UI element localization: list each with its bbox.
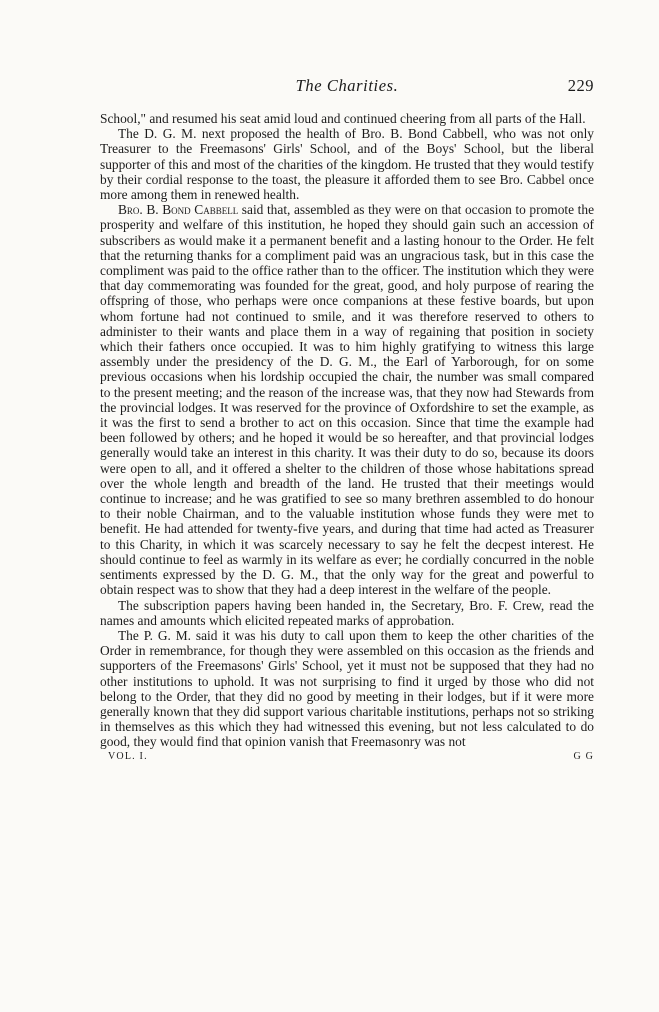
paragraph-2: The D. G. M. next proposed the health of Bro. B. Bond Cabbell, who was not only Treasurer to the Freemasons' Girls' School, and of the Boys' School, but the liberal supporter of this and most of the charities of the kingdom. He trusted that they would testify by their cordial response to the toast, the pleasure it afforded them to see Bro. Cabbel once more among them in renewed health. [100, 126, 594, 203]
paragraph-4: The subscription papers having been handed in, the Secretary, Bro. F. Crew, read the names and amounts which elicited repeated marks of approbation. [100, 597, 594, 628]
paragraph-3 [100, 202, 594, 597]
page-number: 229 [567, 76, 594, 95]
speaker-name: Bro. B. Bond Cabbell [118, 202, 239, 218]
page-footer [100, 751, 594, 765]
signature-mark: G G [573, 750, 594, 762]
page-body [100, 111, 594, 750]
paragraph-3-text: said that, assembled as they were on that occasion to promote the prosperity and welfare of this institution, he hoped they should gain such an accession of subscribers as would make it a permanent benefit and a lasting honour to the Order. He felt that the returning thanks for a compliment paid was an ungracious task, but in this case the compliment was paid to the office rather than to the officer. The institution which they were that day commemorating was founded for the great, good, and holy purpose of rearing the offspring of those, who perhaps were once companions at these festive boards, but upon whom fortune had not continued to smile, and it was therefore reserved to others to administer to their wants and place them in a way of regaining that position in society which their fathers once occupied. It was to him highly gratifying to witness this large assembly under the presidency of the D. G. M., the Earl of Yarborough, for on some previous occasions when his lordship occupied the chair, the number was small compared to the present meeting; and the reason of the increase was, that they now had Stewards from the provincial lodges. It was reserved for the province of Oxfordshire to set the example, as it was the first to send a brother to act on this occasion. Since that time the example had been followed by others; and he hoped it would be so hereafter, and that provincial lodges generally would take an interest in this charity. It was their duty to do so, because its doors were open to all, and it offered a shelter to the children of those whose habitations spread over the whole length and breadth of the land. He trusted that their meetings would continue to increase; and he was gratified to see so many brethren assembled to do honour to their noble Chairman, and to the valuable institution whose funds they were met to benefit. He had attended for twenty-five years, and during that time had acted as Treasurer to this Charity, in which it was scarcely necessary to say he felt the decpest interest. He should continue to feel as warmly in its welfare as ever; he cordially concurred in the noble sentiments expressed by the D. G. M., that the only way for the great and powerful to obtain respect was to show that they had a deep interest in the welfare of the people. [100, 202, 595, 598]
running-header [100, 76, 594, 98]
paragraph-5: The P. G. M. said it was his duty to call upon them to keep the other charities of the Order in remembrance, for though they were assembled on this occasion as the friends and supporters of the Freemasons' Girls' School, yet it must not be supposed that they had no other institutions to uphold. It was not surprising to find it urged by those who did not belong to the Order, that they did no good by meeting in their lodges, but if it were more generally known that they did support various charitable institutions, perhaps not so striking in themselves as this which they had witnessed this evening, but not less calculated to do good, they would find that opinion vanish that Freemasonry was not [100, 627, 594, 750]
volume-label: VOL. I. [108, 750, 148, 762]
paragraph-1: School," and resumed his seat amid loud and continued cheering from all parts of the Hall. [100, 111, 586, 126]
running-title: The Charities. [295, 76, 399, 95]
book-page [100, 76, 594, 765]
